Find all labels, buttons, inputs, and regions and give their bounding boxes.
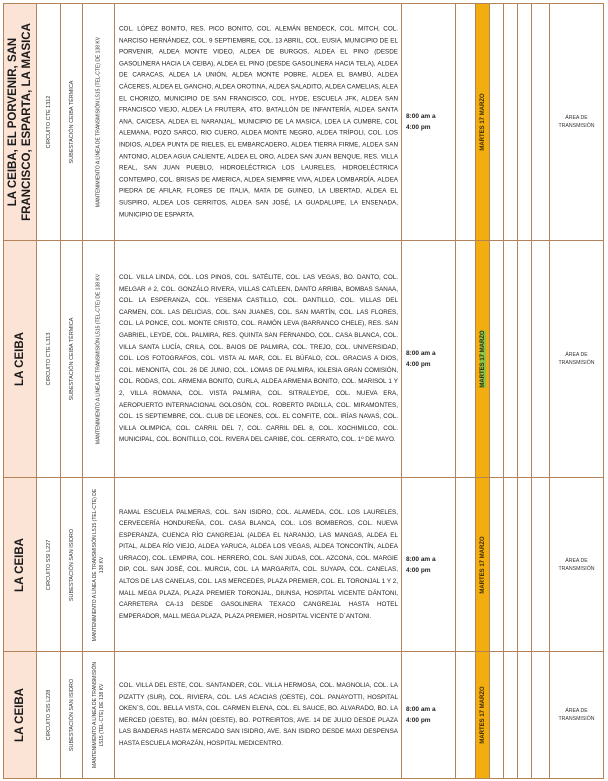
location-label: LA CEIBA (14, 332, 26, 386)
time-range (406, 348, 453, 370)
outage-schedule-table (3, 3, 604, 779)
empty-day-cell (490, 478, 504, 651)
work-cell (83, 652, 115, 778)
area-label: ÁREA DE TRANSMISIÓN (558, 557, 595, 572)
time-cell (402, 652, 456, 778)
time-start: 8:00 am a (406, 706, 436, 713)
empty-day-cell (532, 4, 550, 240)
work-cell (83, 241, 115, 477)
description-cell (115, 478, 402, 651)
day-label: MARTES 17 MARZO (479, 535, 486, 594)
time-cell (402, 478, 456, 651)
empty-day-cell (518, 4, 532, 240)
area-cell (550, 241, 603, 477)
day-cell (476, 652, 490, 778)
empty-day-cell (532, 652, 550, 778)
substation-label: SUBESTACIÓN SAN ISIDRO (68, 678, 75, 752)
empty-day-cell (532, 241, 550, 477)
work-cell (83, 4, 115, 240)
location-label: LA CEIBA (14, 537, 26, 592)
empty-day-cell (518, 478, 532, 651)
substation-cell (61, 652, 83, 778)
empty-day-cell (490, 4, 504, 240)
description-cell (115, 241, 402, 477)
time-cell (402, 4, 456, 240)
area-label: ÁREA DE TRANSMISIÓN (558, 115, 595, 129)
substation-label: SUBESTACIÓN SAN ISIDRO (68, 528, 75, 601)
circuit-cell (37, 652, 61, 778)
work-label: MANTENIMIENTO A LÍNEA DE TRANSMISIÓN L515 (TEL-CTE) DE 138 KV (91, 662, 105, 768)
location-cell (4, 241, 37, 477)
time-start: 8:00 am a (406, 113, 436, 120)
time-end: 4:00 pm (406, 717, 431, 724)
location-cell (4, 478, 37, 651)
circuit-cell (37, 241, 61, 477)
substation-label: SUBESTACIÓN CEIBA TÉRMICA (68, 317, 75, 401)
time-range (406, 704, 453, 726)
circuit-label: CIRCUITO CTE 1312 (45, 95, 52, 149)
circuit-cell (37, 4, 61, 240)
empty-day-cell (504, 241, 518, 477)
empty-day-cell (456, 241, 476, 477)
empty-day-cell (518, 241, 532, 477)
affected-areas-text: COL. VILLA DEL ESTE, COL. SANTANDER, COL. VILLA HERMOSA, COL. MAGNOLIA, COL. LA PIZATTY (SUR), COL. RIVIERA, COL. LAS ACACIAS (OESTE), COL. PANAYOTTI, HOSPITAL OKEN´S, COL. BELLA VISTA, COL. CARMEN ELENA, COL. EL SAUCE, BO. ALVARADO, BO. LA MERCED (OESTE), BO. IMÁN (OESTE), BO. POTREIRTOS, AVE. 14 DE JULIO DESDE PLAZA LAS BANDERAS HASTA MERCADO SAN ISIDRO, AVE. SAN ISIDRO DESDE MAXI DESPENSA HASTA ESCUELA MORAZÁN, HOSPITAL MEDICENTRO. (119, 682, 398, 748)
work-cell (83, 478, 115, 651)
day-cell (476, 478, 490, 651)
work-label: MANTENIMIENTO A LÍNEA DE TRANSMISIÓN L515 (TEL-CTE) DE 138 KV (95, 273, 101, 445)
time-end: 4:00 pm (406, 124, 431, 131)
empty-day-cell (456, 4, 476, 240)
substation-cell (61, 478, 83, 651)
area-cell (550, 4, 603, 240)
substation-cell (61, 4, 83, 240)
day-label: MARTES 17 MARZO (479, 686, 486, 744)
description-cell (115, 4, 402, 240)
table-row (4, 652, 603, 778)
area-cell (550, 478, 603, 651)
empty-day-cell (532, 478, 550, 651)
time-cell (402, 241, 456, 477)
circuit-label: CIRCUITO SSI L227 (45, 539, 52, 590)
substation-label: SUBESTACIÓN CEIBA TÉRMICA (68, 80, 75, 164)
table-row (4, 478, 603, 652)
day-label: MARTES 17 MARZO (479, 93, 486, 151)
empty-day-cell (490, 241, 504, 477)
empty-day-cell (456, 478, 476, 651)
area-label: ÁREA DE TRANSMISIÓN (558, 708, 595, 722)
table-row (4, 4, 603, 241)
work-label: MANTENIMIENTO A LÍNEA DE TRANSMISIÓN L515 (TEL-CTE) DE 138 KV (95, 36, 101, 208)
affected-areas-text: COL. VILLA LINDA, COL. LOS PINOS, COL. SATÉLITE, COL. LAS VEGAS, BO. DANTO, COL. MELGAR # 2, COL. GONZÁLO RIVERA, VILLAS CATLEEN, DANTO ARRIBA, BOMBAS SANAA, COL. LA ESPERANZA, COL. YESENIA CASTILLO, COL. DANTILLO, COL. VILLAS DEL CARMEN, COL. LAS DELICIAS, COL. SAN JUANES, COL. SAN MARTÍN, COL. LAS FLORES, COL. LA PONCE, COL. MONTE CRISTO, COL. RAMÓN LEVA (BARRANCO CHELE), RES. SAN GABRIEL, LEYDE, COL. PALMIRA, RES. QUINTA SAN FERNANDO, COL. CASA BLANCA, COL. VILLA SANTA LUCÍA, CRILA, COL. BAIOS DE PALMIRA, COL. TREJO, COL. UNIVERSIDAD, COL. LOS FOTOGRAFOS, COL. VISTA AL MAR, COL. EL BÚFALO, COL. GRACIAS A DIOS, COL. MENONITA, COL. 26 DE JUNIO, COL. LOMAS DE PALMIRA, IGLESIA GRAN COMISIÓN, COL. RODAS, COL. ARMENIA BONITO, CURLA, ALDEA ARMENIA BONITO, COL. MARISOL 1 Y 2, VILLA ROMANA, COL. VISTA PALMIRA, COL. SITRALEYDE, COL. NUEVA ERA, AEROPUERTO INTERNACIONAL GOLOSÓN, COL. ROBERTO PADILLA, COL. MIRAMONTES, COL. 15 SEPTIEMBRE, COL. CLUB DE LEONES, COL. EL CONFITE, COL. IRÍAS NAVAS, COL. VILLA OLIMPICA, COL. CARRIL DEL 7, COL. CARRIL DEL 8, COL. XOCHIMILCO, COL. MUNICIPAL, COL. BONITILLO, COL. RIVERA DEL CARIBE, COL. CERRATO, COL. 1º DE MAYO. (119, 274, 398, 444)
location-label: LA CEIBA, EL PORVENIR, SAN FRANCISCO, ESPARTA, LA MASICA (7, 23, 33, 221)
location-cell (4, 652, 37, 778)
day-cell (476, 241, 490, 477)
time-end: 4:00 pm (406, 361, 431, 368)
day-cell (476, 4, 490, 240)
time-range (406, 554, 453, 576)
description-cell (115, 652, 402, 778)
empty-day-cell (504, 4, 518, 240)
area-cell (550, 652, 603, 778)
substation-cell (61, 241, 83, 477)
time-range (406, 111, 453, 133)
empty-day-cell (504, 652, 518, 778)
time-end: 4:00 pm (406, 566, 431, 574)
time-start: 8:00 am a (406, 350, 436, 357)
area-label: ÁREA DE TRANSMISIÓN (558, 352, 595, 366)
work-label: MANTENIMIENTO A LÍNEA DE TRANSMISIÓN L515 (TEL-CTE) DE 138 KV (91, 488, 105, 641)
empty-day-cell (456, 652, 476, 778)
circuit-cell (37, 478, 61, 651)
affected-areas-text: RAMAL ESCUELA PALMERAS, COL. SAN ISIDRO, COL. ALAMEDA, COL. LOS LAURELES, CERVECERÍA HONDUREÑA, COL. CASA BLANCA, COL. LOS BOMBEROS, COL. NUEVA ESPERANZA, CUENCA RÍO CANGREJAL (ALDEA EL NARANJO, LAS MANGAS, ALDEA EL PITAL, ALDEA RÍO VIEJO, ALDEA YARUCA, ALDEA LOS VEGAS, ALDEA TONCONTÍN, ALDEA URRACO), COL. LEMPIRA, COL. HERRERO, COL. SAN JUDAS, COL. AZCONA, COL. MARGIE DIP, COL. SAN JOSÉ, COL. MURCIA, COL. LA MARGARITA, COL. SUYAPA, COL. CANELAS, ALTOS DE LAS CANELAS, COL. LAS MERCEDES, PLAZA PREMIER, COL. EL TORONJAL 1 Y 2, MALL MEGA PLAZA, PLAZA PREMIER TORONJAL, DIUNSA, HOSPITAL VICENTE DÁNTONI, CARRETERA CA-13 DESDE GASOLINERA TEXACO CANGREJAL HASTA HOTEL EMPERADOR, MALL MEGA PLAZA, PLAZA PREMIER, HOSPITAL VICENTE D´ANTONI. (119, 508, 398, 620)
empty-day-cell (518, 652, 532, 778)
location-label: LA CEIBA (14, 688, 26, 742)
day-label: MARTES 17 MARZO (479, 330, 486, 388)
empty-day-cell (504, 478, 518, 651)
affected-areas-text: COL. LÓPEZ BONITO, RES. PICO BONITO, COL. ALEMÁN BENDECK, COL. MITCH, COL. NARCISO HERNÁNDEZ, COL. 9 SEPTIEMBRE, COL. 13 ABRIL, COL. EUSIA, MUNICIPIO DE EL PORVENIR, ALDEA MONTE VIDEO, ALDEA DE BURGOS, ALDEA EL PINO (DESDE GASOLINERA HACIA LA CEIBA), ALDEA EL PINO (DESDE GASOLINERA HACIA TELA), ALDEA DE CARACAS, ALDEA LA UNIÓN, ALDEA MONTE POBRE, ALDEA EL BAMBÚ, ALDEA CÁCERES, ALDEA EL GANCHO, ALDEA OROTINA, ALDEA SALADITO, ALDEA CAMELIAS, ALEA EL CHORIZO, MUNICIPIO DE SAN FRANCISCO, COL. HYDE, ESCUELA JFK, ALDEA SAN FRANCISCO VIEJO, ALDEA LA FRUTERA, 4TO. BATALLÓN DE INFANTERÍA, ALDEA SANTA ANA, CAICESA, ALDEA EL NARANJAL, MUNICIPIO DE LA MASICA, LDEA LA CUMBRE, COL ALEMANA, POZO SARCO, RIO CUERO, ALDEA MONTE NEGRO, ALDEA TRÍPOLI, COL. LOS INDIOS, ALDEA PUNTA DE RIELES, EL EMBARCADERO, ALDEA TIERRA FIRME, ALDEA SAN ANTONIO, ALDEA AGUA CALIENTE, ALDEA EL ORO, ALDEA SAN JUAN BENQUE, RES. VILLA REAL, SAN JUAN PUEBLO, HIDROELÉCTRICA LOS LAURELES, HIDROELÉCTRICA CONTEMPO, COL. BRISAS DE AMERICA, ALDEA SIEMPRE VIVA, ALDEA LOMBARDÍA, ALDEA PIEDRA DE AFILAR, FLORES DE ITALIA, MATA DE GUINEO, LA LIBERTAD, ALDEA EL SUSPIRO, ALDEA LOS CERRITOS, ALDEA SAN JOSÉ, LA GUADALUPE, LA ENSENADA, MUNICIPIO DE ESPARTA. (119, 25, 398, 218)
table-row (4, 241, 603, 478)
location-cell (4, 4, 37, 240)
circuit-label: CIRCUITO CTE L313 (45, 332, 52, 386)
empty-day-cell (490, 652, 504, 778)
circuit-label: CIRCUITO SIS L228 (45, 689, 52, 741)
time-start: 8:00 am a (406, 555, 436, 563)
